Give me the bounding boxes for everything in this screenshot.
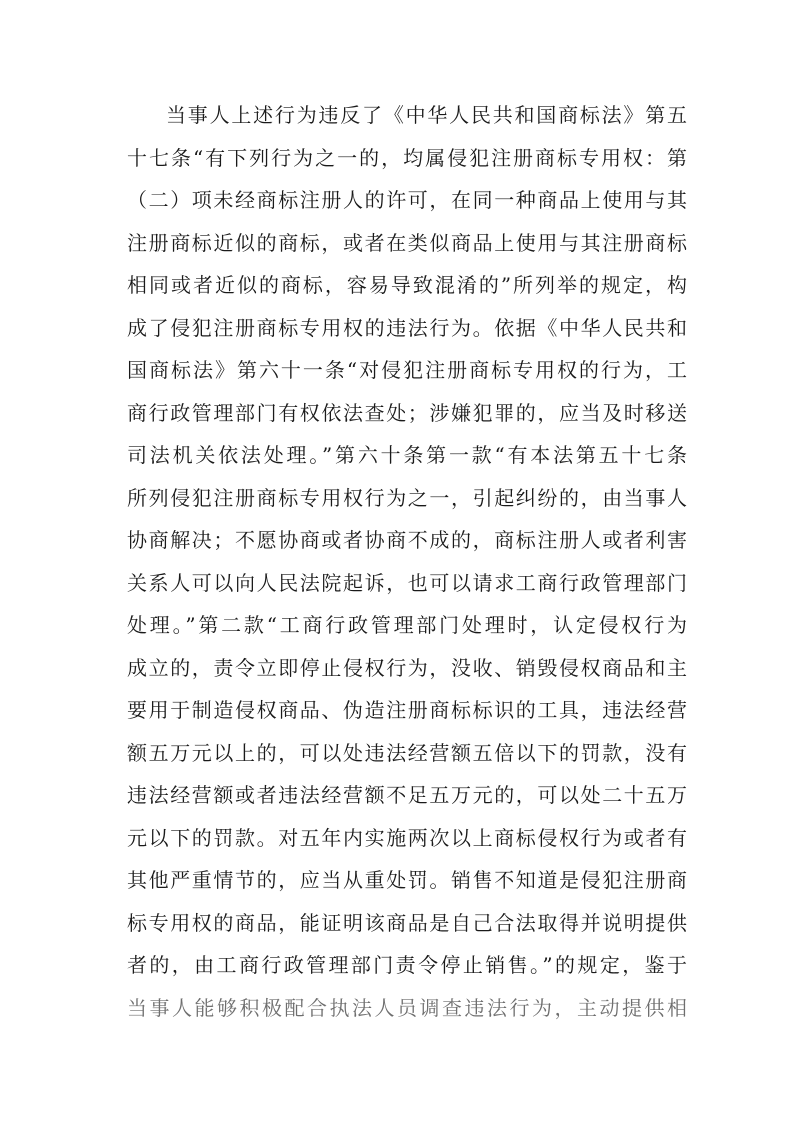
text-line: 者的，由工商行政管理部门责令停止销售。”的规定，鉴于 <box>127 953 687 977</box>
text-line: 相同或者近似的商标，容易导致混淆的”所列举的规定，构 <box>127 273 687 297</box>
body-paragraph <box>127 94 687 1029</box>
text-line: 成了侵犯注册商标专用权的违法行为。依据《中华人民共和 <box>127 315 687 340</box>
text-line: 处理。”第二款“工商行政管理部门处理时，认定侵权行为 <box>127 613 687 637</box>
text-line: 元以下的罚款。对五年内实施两次以上商标侵权行为或者有 <box>127 825 687 850</box>
text-line: 当事人能够积极配合执法人员调查违法行为，主动提供相 <box>127 995 687 1020</box>
text-line: 成立的，责令立即停止侵权行为，没收、销毁侵权商品和主 <box>127 655 687 680</box>
text-line: 国商标法》第六十一条“对侵犯注册商标专用权的行为，工 <box>127 358 687 382</box>
text-line: 商行政管理部门有权依法查处；涉嫌犯罪的，应当及时移送 <box>127 400 687 425</box>
text-line: （二）项未经商标注册人的许可，在同一种商品上使用与其 <box>127 188 687 212</box>
text-line: 标专用权的商品，能证明该商品是自己合法取得并说明提供 <box>127 910 687 935</box>
text-line: 司法机关依法处理。”第六十条第一款“有本法第五十七条 <box>127 443 687 467</box>
text-line: 当事人上述行为违反了《中华人民共和国商标法》第五 <box>166 103 687 127</box>
text-line: 关系人可以向人民法院起诉，也可以请求工商行政管理部门 <box>127 570 687 595</box>
text-line: 十七条“有下列行为之一的，均属侵犯注册商标专用权：第 <box>127 145 687 170</box>
text-line: 额五万元以上的，可以处违法经营额五倍以下的罚款，没有 <box>127 740 687 765</box>
text-line: 要用于制造侵权商品、伪造注册商标标识的工具，违法经营 <box>127 698 687 722</box>
text-line: 所列侵犯注册商标专用权行为之一，引起纠纷的，由当事人 <box>127 485 687 510</box>
text-line: 注册商标近似的商标，或者在类似商品上使用与其注册商标 <box>127 230 687 255</box>
text-line: 其他严重情节的，应当从重处罚。销售不知道是侵犯注册商 <box>127 868 687 892</box>
text-line: 协商解决；不愿协商或者协商不成的，商标注册人或者利害 <box>127 528 687 552</box>
text-line: 违法经营额或者违法经营额不足五万元的，可以处二十五万 <box>127 783 687 807</box>
